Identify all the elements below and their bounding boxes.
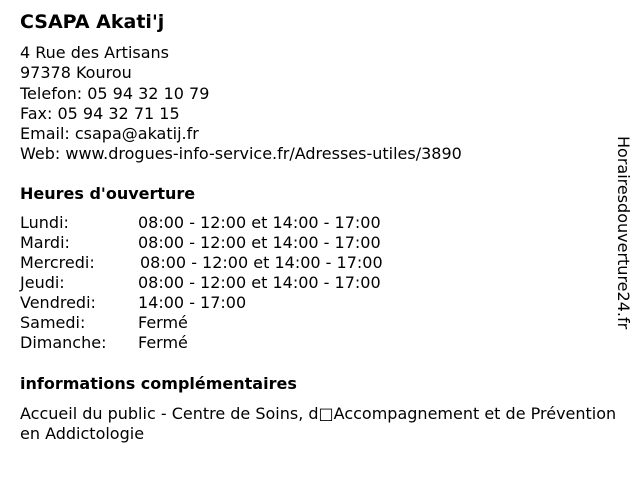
contact-block (20, 43, 462, 165)
time-value: Fermé (138, 333, 188, 352)
day-label: Vendredi: (20, 293, 96, 312)
time-value: 14:00 - 17:00 (138, 293, 247, 312)
email-line: Email: csapa@akatij.fr (20, 124, 199, 144)
time-value: 08:00 - 12:00 et 14:00 - 17:00 (138, 213, 381, 232)
day-label: Lundi: (20, 213, 69, 232)
address-street: 4 Rue des Artisans (20, 43, 170, 62)
web-line: Web: www.drogues-info-service.fr/Adresses-utiles/3890 (20, 144, 462, 164)
time-value: 08:00 - 12:00 et 14:00 - 17:00 (138, 233, 381, 252)
fax-line: Fax: 05 94 32 71 15 (20, 103, 180, 123)
address-city: 97378 Kourou (20, 63, 132, 83)
watermark-text: Horairesdouverture24.fr (614, 136, 633, 330)
time-value: 08:00 - 12:00 et 14:00 - 17:00 (138, 273, 381, 292)
business-name: CSAPA Akati'j (20, 11, 165, 33)
day-label: Mardi: (20, 233, 70, 252)
day-label: Dimanche: (20, 333, 107, 352)
phone-line: Telefon: 05 94 32 10 79 (20, 83, 210, 103)
time-value: 08:00 - 12:00 et 14:00 - 17:00 (140, 253, 383, 272)
day-label: Mercredi: (20, 253, 95, 272)
watermark (612, 136, 634, 342)
opening-hours-heading: Heures d'ouverture (20, 184, 196, 203)
day-label: Jeudi: (20, 273, 65, 292)
day-label: Samedi: (20, 313, 86, 332)
additional-info-heading: informations complémentaires (20, 374, 297, 393)
additional-info-text: Accueil du public - Centre de Soins, d□Accompagnement et de Prévention en Addictologie (20, 404, 617, 443)
time-value: Fermé (138, 313, 188, 332)
